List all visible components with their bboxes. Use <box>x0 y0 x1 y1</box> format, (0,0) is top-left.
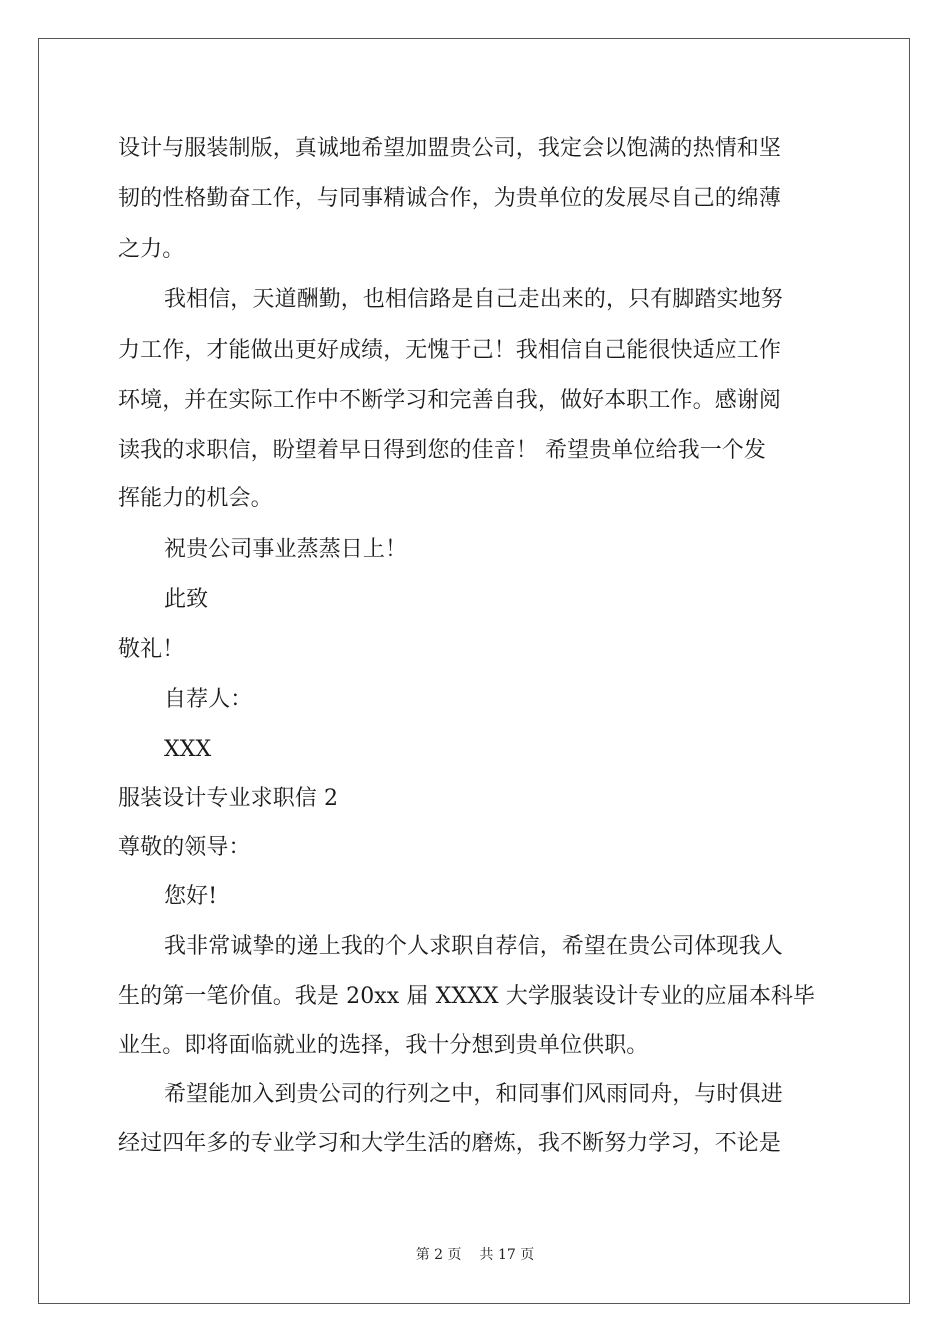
text-line: 生的第一笔价值。我是 20xx 届 XXXX 大学服装设计专业的应届本科毕 <box>118 984 816 1009</box>
text-line: 设计与服装制版，真诚地希望加盟贵公司，我定会以饱满的热情和坚 <box>118 136 782 161</box>
page-footer <box>0 1244 950 1264</box>
closing-respect: 敬礼！ <box>118 637 185 662</box>
text-line: 我相信，天道酬勤，也相信路是自己走出来的，只有脚踏实地努 <box>164 287 783 312</box>
signature-name: XXX <box>164 737 212 762</box>
page-total: 共 17 页 <box>479 1247 535 1263</box>
text-line: 韧的性格勤奋工作，与同事精诚合作，为贵单位的发展尽自己的绵薄 <box>118 186 782 211</box>
text-line: 希望能加入到贵公司的行列之中，和同事们风雨同舟，与时俱进 <box>164 1082 783 1107</box>
text-line: 业生。即将面临就业的选择，我十分想到贵单位供职。 <box>118 1033 649 1058</box>
text-line: 我非常诚挚的递上我的个人求职自荐信，希望在贵公司体现我人 <box>164 934 783 959</box>
closing-wish: 祝贵公司事业蒸蒸日上！ <box>164 537 408 562</box>
text-line: 环境，并在实际工作中不断学习和完善自我，做好本职工作。感谢阅 <box>118 388 782 413</box>
greeting-hello: 您好! <box>164 884 218 909</box>
page-number: 第 2 页 <box>415 1247 462 1263</box>
closing-salutation: 此致 <box>164 587 209 612</box>
greeting-line: 尊敬的领导： <box>118 835 251 860</box>
text-line: 读我的求职信，盼望着早日得到您的佳音！ 希望贵单位给我一个发 <box>118 438 766 463</box>
text-line: 力工作，才能做出更好成绩，无愧于己！我相信自己能很快适应工作 <box>118 338 782 363</box>
text-line: 之力。 <box>118 237 185 262</box>
text-line: 挥能力的机会。 <box>118 486 273 511</box>
page-border <box>38 38 910 1304</box>
signature-label: 自荐人： <box>164 687 253 712</box>
text-line: 经过四年多的专业学习和大学生活的磨炼，我不断努力学习，不论是 <box>118 1131 782 1156</box>
section-title: 服装设计专业求职信 2 <box>118 786 339 811</box>
